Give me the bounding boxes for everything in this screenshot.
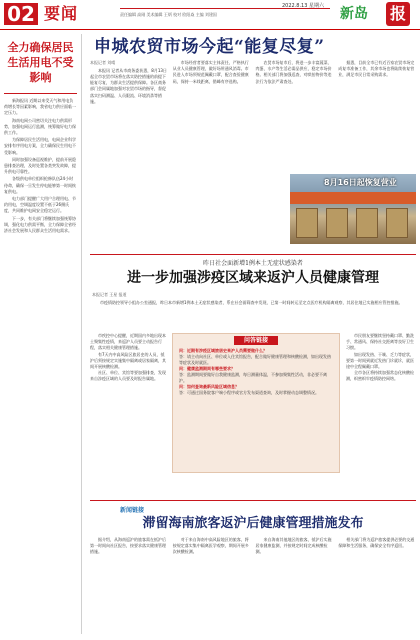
top-story-headline: 申城农贸市场今起“能复尽复” xyxy=(94,37,325,57)
masthead-editors: 责任编辑 高刚 美术编辑 王炳 校对 欧阳焱 主编 刘建国 xyxy=(120,12,217,17)
byline: 本报记者 王星 报道 xyxy=(92,292,127,297)
left-column-story xyxy=(4,34,82,634)
paragraph: 市疾控中心提醒，近期国内多地出现本土聚集性疫情，来返沪人员要主动报告行程，落实相关健康管理措施。 xyxy=(90,333,166,351)
paragraph: 市民朋友要继续坚持戴口罩、勤洗手、常通风、保持社交距离等良好卫生习惯。 xyxy=(346,333,414,351)
second-story-left-text xyxy=(90,333,168,383)
paragraph: 新海报讯 近期以来受天气和用电负荷增长等因素影响，我省电力供应面临一定压力。 xyxy=(4,98,76,116)
paragraph: 市疫情防控领导小组办公室通报，昨日本市新增1例本土无症状感染者，系在社会面筛查中发现，已第一时间转运至定点医疗机构隔离观察，其居住地已实施相应管控措施。 xyxy=(100,299,403,305)
bottom-story-columns xyxy=(90,537,416,556)
question: 问：健康监测期间有哪些要求？ xyxy=(179,366,235,371)
issue-date: 2022.8.13 星期六 xyxy=(281,3,324,9)
paragraph: 社区、单位、宾馆等要加强排查，发现来自涉疫区域的人员要及时报告属地。 xyxy=(90,370,166,382)
news-link-kicker: 新闻链接 xyxy=(120,507,145,514)
qa-callout-box xyxy=(172,333,340,473)
top-story-columns xyxy=(90,60,416,105)
market-photo xyxy=(290,174,416,244)
answer: 答：请主动向社区、单位或入住宾馆报告，配合做好健康管理和核酸检测，如出现发热等症状及时就医。 xyxy=(179,354,331,365)
answer: 答：监测期间要做好自我健康监测，每日测量体温，不参加聚集性活动，非必要不离沪。 xyxy=(179,372,327,383)
paragraph: 本报讯 记者从市商务委获悉，8月13日起全市农贸市场将在落实防控措施的前提下能复尽复，为群众生活提供保障。各区商务部门会同属地加强对农贸市场的指导，督促落实扫码测温、人员限流、环境消杀等措施。 xyxy=(90,67,167,104)
paragraph: 相关部门将为返沪旅客提供必要的交通保障和生活服务，确保安全有序返回。 xyxy=(338,537,415,549)
second-story-headline: 进一步加强涉疫区域来返沪人员健康管理 xyxy=(127,270,379,286)
paragraph: 据悉，目前全市已有近百家农贸市场完成复市准备工作，其余市场也将陆续恢复营业，满足市民日常采购需求。 xyxy=(338,60,415,78)
paragraph: 据介绍，从海南返沪的旅客需在抵沪后第一时间向社区报告，按要求落实健康管理措施。 xyxy=(90,537,166,555)
paragraph: 农贸市场复市后，将进一步丰富蔬菜、肉蛋、水产等生活必需品供应，稳定市场价格。相关部门将加强巡查，对哄抬物价等违法行为依法严肃查处。 xyxy=(255,60,332,84)
paragraph: 如出现发热、干咳、乏力等症状，要第一时间到就近发热门诊就诊，就医途中全程佩戴口罩。 xyxy=(346,351,414,370)
paragraph: 对于来自海南中高风险地区的旅客，将按规定落实集中隔离医学观察，期间开展多次核酸检测。 xyxy=(172,537,249,555)
bottom-story xyxy=(90,500,416,636)
paragraph: 各级供电单位组织抢修队伍24小时待命，确保一旦发生停电能够第一时间恢复供电。 xyxy=(4,176,76,194)
paragraph: 电力部门提醒广大用户合理用电、节约用电，空调温度设置不低于26摄氏度，共同维护电网安全稳定运行。 xyxy=(4,196,76,214)
paragraph: 有7天内中高风险区旅居史的人员，抵沪后须按规定实施集中隔离或居家隔离，其间开展核酸检测。 xyxy=(90,351,166,370)
top-story xyxy=(90,34,416,246)
second-story xyxy=(90,254,416,494)
question: 问：如何查询最新风险区域信息？ xyxy=(179,384,239,389)
paragraph: 市场经营者要落实主体责任，严格执行从业人员健康管理，做好场所通风消毒。市民进入市场须规范佩戴口罩，配合查验健康码，保持一米线距离，错峰有序选购。 xyxy=(172,60,249,84)
left-story-body xyxy=(4,98,77,234)
question: 问：近期有涉疫区域旅居史来沪人员需要做什么？ xyxy=(179,348,267,353)
second-story-right-text xyxy=(346,333,416,383)
callout-title: 问答链接 xyxy=(234,336,278,345)
logo-text: 新岛 xyxy=(340,6,368,22)
photo-caption: 8月16日起恢复营业 xyxy=(324,178,397,187)
bottom-story-headline: 滞留海南旅客返沪后健康管理措施发布 xyxy=(142,516,364,531)
paragraph: 海南电网公司密切关注电力供需形势，加强电网运行监测，统筹做好电力保供工作。 xyxy=(4,117,76,136)
answer: 答：可通过国务院客户端小程序或官方发布渠道查询，及时掌握动态调整情况。 xyxy=(179,390,319,395)
paragraph: 下一步，有关部门将继续加强统筹协调，强化电力供需平衡，全力保障全省经济社会发展和人民群众生活用电需求。 xyxy=(4,215,76,234)
paragraph: 全市各区将持续加强常态化核酸检测，织密织牢疫情防控网络。 xyxy=(346,370,414,382)
masthead xyxy=(0,0,420,30)
story-kicker: 昨日社会面新增1例本土无症状感染者 xyxy=(203,260,303,267)
logo-badge: 报 xyxy=(386,2,410,26)
paragraph: 为保障居民生活用电，电网企业科学安排有序用电方案，全力确保民生用电不受影响。 xyxy=(4,137,76,155)
newspaper-logo xyxy=(340,1,410,29)
page-number: 02 xyxy=(4,3,38,25)
paragraph: 同时加强设备巡视维护，提前开展隐患排查治理，及时处置各类突发故障，提升供电可靠性。 xyxy=(4,156,76,175)
section-name: 要闻 xyxy=(44,4,79,23)
left-story-headline: 全力确保居民生活用电不受影响 xyxy=(4,34,77,94)
byline: 本报记者 刘晴 xyxy=(90,60,116,65)
paragraph: 来自海南其他地区的旅客，抵沪后实施居家健康监测，并按规定时间完成核酸检测。 xyxy=(255,537,332,555)
